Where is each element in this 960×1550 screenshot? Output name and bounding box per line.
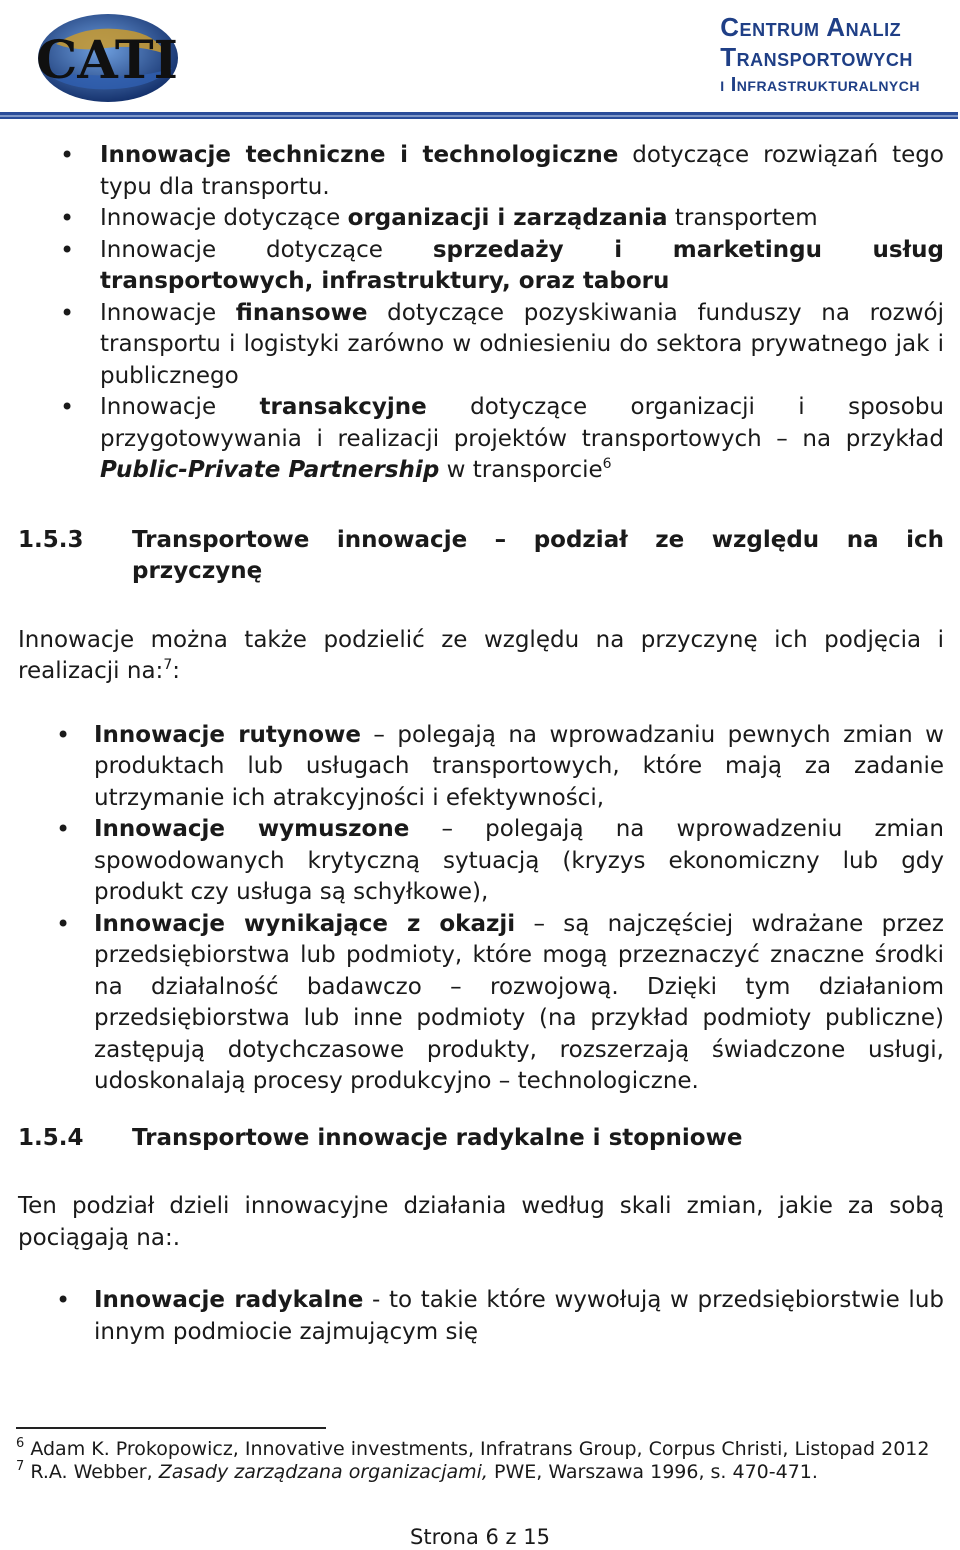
footnote-text: Adam K. Prokopowicz, Innovative investments, Infratrans Group, Corpus Christi, Listopad 2012 [24,1438,930,1460]
item-bold: Innowacje wymuszone [94,816,410,842]
list-item [18,203,944,235]
item-text: w transporcie [439,457,603,483]
intro-text: Innowacje można także podzielić ze względu na przyczynę ich podjęcia i realizacji na: [18,626,944,684]
footnote-separator [16,1427,326,1429]
item-bold: transakcyjne [259,394,427,420]
item-text: - to takie które wywołują w przedsiębiorstwie lub innym podmiocie zajmującym się [94,1287,944,1345]
item-text: transportem [667,205,818,231]
footnote-ref-7[interactable]: 7 [163,657,173,673]
footnote-text: R.A. Webber, [24,1461,159,1483]
list-item [18,814,944,909]
section-title: Transportowe innowacje radykalne i stopniowe [132,1124,743,1151]
innovation-types-list [18,140,944,487]
item-text: – polegają na wprowadzaniu pewnych zmian w produktach lub usługach transportowych, które mają za zadanie utrzymanie ich atrakcyjności i efektywności, [94,721,944,811]
footnote-number: 7 [16,1459,25,1474]
item-text: dotyczące rozwiązań tego typu dla transportu. [100,142,944,200]
list-item [18,909,944,1098]
section-number: 1.5.3 [18,526,84,553]
intro-tail: : [172,658,180,684]
section-intro: Ten podział dzieli innowacyjne działania według skali zmian, jakie za sobą pociągają na:. [18,1193,944,1251]
section-title: Transportowe innowacje – podział ze względu na ich przyczynę [132,526,944,584]
section-intro [18,625,944,688]
item-bold: Innowacje rutynowe [94,721,361,748]
footnote-text: PWE, Warszawa 1996, s. 470-471. [487,1461,818,1483]
footnotes [16,1438,946,1484]
footnote-6 [16,1438,946,1461]
footnote-number: 6 [16,1436,25,1451]
item-text: Innowacje [100,394,260,420]
page-number: Strona 6 z 15 [410,1525,550,1549]
item-bold: sprzedaży i marketingu usług transportowych, infrastruktury, oraz taboru [100,236,944,294]
org-line-1: Centrum Analiz [720,12,902,42]
footnote-ref-6[interactable]: 6 [602,456,612,472]
list-item [18,140,944,203]
item-bold-italic: Public-Private Partnership [100,457,440,483]
section-heading-1-5-4 [18,1123,944,1155]
list-item [18,298,944,393]
logo-text: CATI [36,30,178,91]
header-rule [0,112,958,119]
footnote-title: Zasady zarządzana organizacjami, [158,1461,488,1483]
section-heading-1-5-3 [18,525,944,588]
scale-innovations-list [18,1285,944,1348]
item-text: Innowacje [100,299,236,326]
item-text: Innowacje dotyczące [100,205,348,231]
cati-logo [16,4,238,108]
item-text: – polegają na wprowadzeniu zmian spowodowanych krytyczną sytuacją (kryzys ekonomiczny lub gdy produkt czy usługa są schyłkowe), [94,816,944,905]
item-text: – są najczęściej wdrażane przez przedsiębiorstwa lub podmioty, które mogą przeznaczyć znaczne środki na działalność badawczo – rozwojową. Dzięki tym działaniom przedsiębiorstwa lub inne podmioty (na przykład podmioty publiczne) zastępują dotychczasowe produkty, rozszerzają świadczone usługi, udoskonalają procesy produkcyjno – technologiczne. [94,910,944,1094]
item-bold: finansowe [235,299,368,326]
list-item [18,392,944,487]
item-text: dotyczące organizacji i sposobu przygotowywania i realizacji projektów transportowych – na przykład [100,394,944,452]
list-item [18,1285,944,1348]
cause-innovations-list [18,720,944,1098]
item-bold: Innowacje radykalne [94,1287,364,1313]
footnote-7 [16,1461,946,1484]
organization-name [720,12,920,98]
item-bold: Innowacje techniczne i technologiczne [100,142,619,168]
item-text: Innowacje dotyczące [100,236,433,263]
item-bold: organizacji i zarządzania [347,205,668,231]
page-header [0,0,960,118]
section-number: 1.5.4 [18,1124,84,1151]
item-bold: Innowacje wynikające z okazji [94,910,516,937]
page-body [18,140,944,1348]
list-item [18,235,944,298]
item-text: dotyczące pozyskiwania funduszy na rozwój transportu i logistyki zarówno w odniesieniu do sektora prywatnego jak i publicznego [100,299,944,389]
org-line-2: Transportowych [720,42,913,72]
org-line-3: i Infrastrukturalnych [720,74,920,96]
list-item [18,720,944,815]
